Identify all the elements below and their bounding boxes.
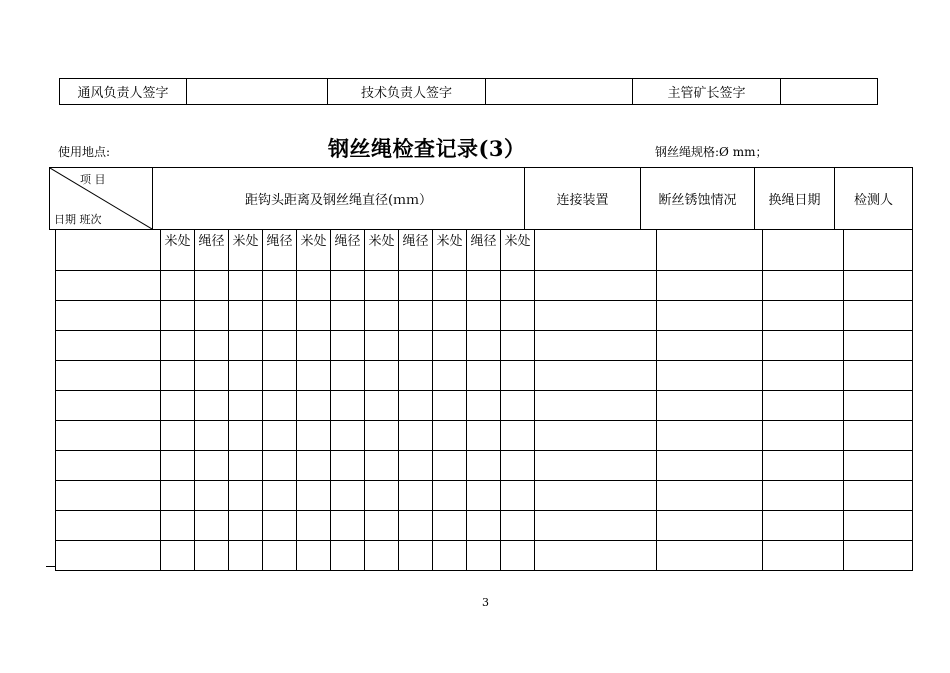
page-title: 钢丝绳检查记录(3） bbox=[328, 136, 526, 161]
table-cell[interactable] bbox=[229, 541, 263, 571]
table-cell[interactable] bbox=[56, 301, 161, 331]
table-cell[interactable] bbox=[229, 361, 263, 391]
meters-header: 米处 bbox=[433, 230, 467, 271]
meters-header: 米处 bbox=[297, 230, 331, 271]
table-cell[interactable] bbox=[263, 391, 297, 421]
table-cell[interactable] bbox=[467, 301, 501, 331]
table-cell[interactable] bbox=[297, 481, 331, 511]
table-cell[interactable] bbox=[297, 361, 331, 391]
table-cell[interactable] bbox=[657, 541, 763, 571]
table-cell[interactable] bbox=[535, 331, 657, 361]
table-cell[interactable] bbox=[229, 511, 263, 541]
table-cell[interactable] bbox=[535, 391, 657, 421]
subheader-row bbox=[56, 230, 913, 271]
table-cell[interactable] bbox=[433, 271, 467, 301]
table-row bbox=[56, 481, 913, 511]
table-cell[interactable] bbox=[501, 421, 535, 451]
table-cell[interactable] bbox=[657, 481, 763, 511]
table-cell[interactable] bbox=[195, 331, 229, 361]
table-cell[interactable] bbox=[467, 421, 501, 451]
table-cell[interactable] bbox=[399, 511, 433, 541]
table-cell[interactable] bbox=[195, 421, 229, 451]
table-cell[interactable] bbox=[161, 421, 195, 451]
table-cell[interactable] bbox=[331, 391, 365, 421]
table-cell[interactable] bbox=[657, 421, 763, 451]
table-cell[interactable] bbox=[161, 301, 195, 331]
table-cell[interactable] bbox=[331, 421, 365, 451]
table-cell[interactable] bbox=[263, 451, 297, 481]
table-cell[interactable] bbox=[365, 301, 399, 331]
table-cell[interactable] bbox=[331, 331, 365, 361]
table-cell[interactable] bbox=[229, 301, 263, 331]
ventilation-signature-field[interactable] bbox=[187, 79, 328, 105]
table-cell[interactable] bbox=[297, 331, 331, 361]
table-cell[interactable] bbox=[195, 271, 229, 301]
table-cell[interactable] bbox=[161, 331, 195, 361]
table-cell[interactable] bbox=[161, 391, 195, 421]
table-cell[interactable] bbox=[657, 361, 763, 391]
table-row bbox=[56, 511, 913, 541]
table-cell[interactable] bbox=[229, 271, 263, 301]
ventilation-signature-label: 通风负责人签字 bbox=[60, 79, 187, 105]
table-cell[interactable] bbox=[399, 421, 433, 451]
location-label: 使用地点: bbox=[58, 145, 111, 159]
table-cell[interactable] bbox=[535, 421, 657, 451]
table-cell[interactable] bbox=[195, 361, 229, 391]
table-cell[interactable] bbox=[195, 481, 229, 511]
table-cell[interactable] bbox=[56, 541, 161, 571]
table-cell[interactable] bbox=[399, 361, 433, 391]
table-cell[interactable] bbox=[229, 451, 263, 481]
table-cell[interactable] bbox=[433, 481, 467, 511]
inspector-cell bbox=[844, 230, 913, 271]
table-cell[interactable] bbox=[844, 331, 913, 361]
table-cell[interactable] bbox=[844, 361, 913, 391]
table-cell[interactable] bbox=[535, 271, 657, 301]
table-cell[interactable] bbox=[433, 361, 467, 391]
table-cell[interactable] bbox=[433, 451, 467, 481]
manager-signature-label: 主管矿长签字 bbox=[633, 79, 781, 105]
table-cell[interactable] bbox=[297, 451, 331, 481]
table-cell[interactable] bbox=[161, 361, 195, 391]
table-cell[interactable] bbox=[763, 481, 844, 511]
meters-header: 米处 bbox=[501, 230, 535, 271]
table-row bbox=[56, 271, 913, 301]
table-cell[interactable] bbox=[433, 301, 467, 331]
diameter-header: 绳径 bbox=[467, 230, 501, 271]
table-cell[interactable] bbox=[844, 391, 913, 421]
table-cell[interactable] bbox=[433, 421, 467, 451]
table-cell[interactable] bbox=[365, 391, 399, 421]
table-cell[interactable] bbox=[433, 331, 467, 361]
bottom-border-tick bbox=[46, 566, 56, 567]
table-row bbox=[56, 301, 913, 331]
table-row bbox=[56, 541, 913, 571]
table-cell[interactable] bbox=[365, 541, 399, 571]
table-cell[interactable] bbox=[56, 451, 161, 481]
table-cell[interactable] bbox=[501, 331, 535, 361]
table-cell[interactable] bbox=[844, 541, 913, 571]
page-number: 3 bbox=[482, 596, 489, 609]
diameter-header: 绳径 bbox=[331, 230, 365, 271]
table-cell[interactable] bbox=[161, 541, 195, 571]
table-cell[interactable] bbox=[263, 481, 297, 511]
table-cell[interactable] bbox=[263, 421, 297, 451]
broken-wire-cell bbox=[657, 230, 763, 271]
table-cell[interactable] bbox=[331, 511, 365, 541]
table-cell[interactable] bbox=[399, 331, 433, 361]
table-cell[interactable] bbox=[763, 361, 844, 391]
table-cell[interactable] bbox=[56, 511, 161, 541]
table-cell[interactable] bbox=[161, 271, 195, 301]
table-cell[interactable] bbox=[229, 421, 263, 451]
table-cell[interactable] bbox=[657, 511, 763, 541]
table-cell[interactable] bbox=[297, 301, 331, 331]
table-cell[interactable] bbox=[535, 541, 657, 571]
table-cell[interactable] bbox=[229, 481, 263, 511]
technical-signature-label: 技术负责人签字 bbox=[328, 79, 486, 105]
table-cell[interactable] bbox=[365, 421, 399, 451]
table-cell[interactable] bbox=[365, 331, 399, 361]
table-cell[interactable] bbox=[56, 391, 161, 421]
table-cell[interactable] bbox=[263, 361, 297, 391]
table-cell[interactable] bbox=[399, 271, 433, 301]
table-cell[interactable] bbox=[763, 391, 844, 421]
spec-label: 钢丝绳规格:Ø mm； bbox=[655, 145, 768, 159]
table-cell[interactable] bbox=[657, 271, 763, 301]
table-cell[interactable] bbox=[331, 451, 365, 481]
table-cell[interactable] bbox=[365, 361, 399, 391]
table-cell[interactable] bbox=[433, 541, 467, 571]
table-cell[interactable] bbox=[763, 421, 844, 451]
table-cell[interactable] bbox=[331, 481, 365, 511]
table-cell[interactable] bbox=[56, 331, 161, 361]
table-cell[interactable] bbox=[56, 421, 161, 451]
table-cell[interactable] bbox=[467, 331, 501, 361]
broken-wire-header: 断丝锈蚀情况 bbox=[641, 168, 755, 230]
table-cell[interactable] bbox=[844, 451, 913, 481]
table-cell[interactable] bbox=[263, 301, 297, 331]
connector-cell bbox=[535, 230, 657, 271]
table-cell[interactable] bbox=[763, 541, 844, 571]
table-cell[interactable] bbox=[467, 361, 501, 391]
table-cell[interactable] bbox=[331, 541, 365, 571]
date-column-cell bbox=[56, 230, 161, 271]
table-cell[interactable] bbox=[56, 481, 161, 511]
table-cell[interactable] bbox=[297, 421, 331, 451]
table-row bbox=[56, 391, 913, 421]
item-label: 项 目 bbox=[80, 173, 106, 186]
table-cell[interactable] bbox=[297, 511, 331, 541]
table-cell[interactable] bbox=[161, 451, 195, 481]
table-cell[interactable] bbox=[535, 361, 657, 391]
technical-signature-field[interactable] bbox=[486, 79, 633, 105]
diameter-header: 绳径 bbox=[399, 230, 433, 271]
table-row bbox=[56, 361, 913, 391]
table-cell[interactable] bbox=[365, 451, 399, 481]
manager-signature-field[interactable] bbox=[781, 79, 878, 105]
inspector-header: 检测人 bbox=[835, 168, 913, 230]
table-row bbox=[56, 421, 913, 451]
table-cell[interactable] bbox=[297, 271, 331, 301]
table-cell[interactable] bbox=[365, 481, 399, 511]
table-cell[interactable] bbox=[657, 301, 763, 331]
table-row bbox=[56, 451, 913, 481]
table-cell[interactable] bbox=[501, 481, 535, 511]
meters-header: 米处 bbox=[229, 230, 263, 271]
table-cell[interactable] bbox=[399, 451, 433, 481]
table-cell[interactable] bbox=[161, 481, 195, 511]
table-cell[interactable] bbox=[763, 301, 844, 331]
table-cell[interactable] bbox=[535, 451, 657, 481]
table-cell[interactable] bbox=[365, 271, 399, 301]
table-row bbox=[56, 331, 913, 361]
table-cell[interactable] bbox=[501, 541, 535, 571]
table-cell[interactable] bbox=[195, 301, 229, 331]
table-cell[interactable] bbox=[433, 391, 467, 421]
table-cell[interactable] bbox=[844, 301, 913, 331]
table-cell[interactable] bbox=[501, 361, 535, 391]
table-cell[interactable] bbox=[399, 541, 433, 571]
date-shift-label: 日期 班次 bbox=[54, 213, 102, 226]
table-cell[interactable] bbox=[501, 451, 535, 481]
change-date-cell bbox=[763, 230, 844, 271]
table-cell[interactable] bbox=[501, 301, 535, 331]
change-date-header: 换绳日期 bbox=[755, 168, 835, 230]
table-cell[interactable] bbox=[195, 451, 229, 481]
table-cell[interactable] bbox=[763, 331, 844, 361]
table-cell[interactable] bbox=[535, 301, 657, 331]
diameter-header: 绳径 bbox=[195, 230, 229, 271]
table-cell[interactable] bbox=[263, 511, 297, 541]
table-cell[interactable] bbox=[535, 481, 657, 511]
distance-header: 距钩头距离及钢丝绳直径(ｍｍ） bbox=[153, 168, 525, 230]
table-cell[interactable] bbox=[399, 301, 433, 331]
table-cell[interactable] bbox=[501, 271, 535, 301]
table-cell[interactable] bbox=[365, 511, 399, 541]
table-cell[interactable] bbox=[657, 451, 763, 481]
table-cell[interactable] bbox=[56, 361, 161, 391]
table-cell[interactable] bbox=[844, 271, 913, 301]
table-cell[interactable] bbox=[297, 391, 331, 421]
table-cell[interactable] bbox=[331, 271, 365, 301]
table-cell[interactable] bbox=[263, 541, 297, 571]
table-cell[interactable] bbox=[195, 391, 229, 421]
table-cell[interactable] bbox=[229, 391, 263, 421]
signature-table bbox=[59, 78, 878, 105]
meters-header: 米处 bbox=[365, 230, 399, 271]
table-cell[interactable] bbox=[657, 391, 763, 421]
table-cell[interactable] bbox=[535, 511, 657, 541]
table-cell[interactable] bbox=[844, 421, 913, 451]
table-cell[interactable] bbox=[297, 541, 331, 571]
table-cell[interactable] bbox=[229, 331, 263, 361]
diameter-header: 绳径 bbox=[263, 230, 297, 271]
table-cell[interactable] bbox=[467, 391, 501, 421]
table-cell[interactable] bbox=[399, 391, 433, 421]
connector-header: 连接装置 bbox=[525, 168, 641, 230]
table-cell[interactable] bbox=[501, 511, 535, 541]
table-cell[interactable] bbox=[763, 271, 844, 301]
table-cell[interactable] bbox=[763, 511, 844, 541]
table-cell[interactable] bbox=[844, 511, 913, 541]
table-cell[interactable] bbox=[844, 481, 913, 511]
diagonal-header-cell bbox=[50, 168, 153, 230]
header-table bbox=[49, 167, 913, 230]
table-cell[interactable] bbox=[467, 541, 501, 571]
table-cell[interactable] bbox=[161, 511, 195, 541]
table-cell[interactable] bbox=[467, 511, 501, 541]
table-cell[interactable] bbox=[195, 511, 229, 541]
table-cell[interactable] bbox=[263, 271, 297, 301]
table-cell[interactable] bbox=[467, 481, 501, 511]
table-cell[interactable] bbox=[331, 301, 365, 331]
table-cell[interactable] bbox=[657, 331, 763, 361]
table-cell[interactable] bbox=[763, 451, 844, 481]
table-cell[interactable] bbox=[467, 451, 501, 481]
table-cell[interactable] bbox=[331, 361, 365, 391]
meters-header: 米处 bbox=[161, 230, 195, 271]
table-cell[interactable] bbox=[263, 331, 297, 361]
table-cell[interactable] bbox=[399, 481, 433, 511]
table-cell[interactable] bbox=[433, 511, 467, 541]
table-cell[interactable] bbox=[467, 271, 501, 301]
record-grid bbox=[55, 229, 913, 571]
table-cell[interactable] bbox=[195, 541, 229, 571]
table-cell[interactable] bbox=[56, 271, 161, 301]
table-cell[interactable] bbox=[501, 391, 535, 421]
